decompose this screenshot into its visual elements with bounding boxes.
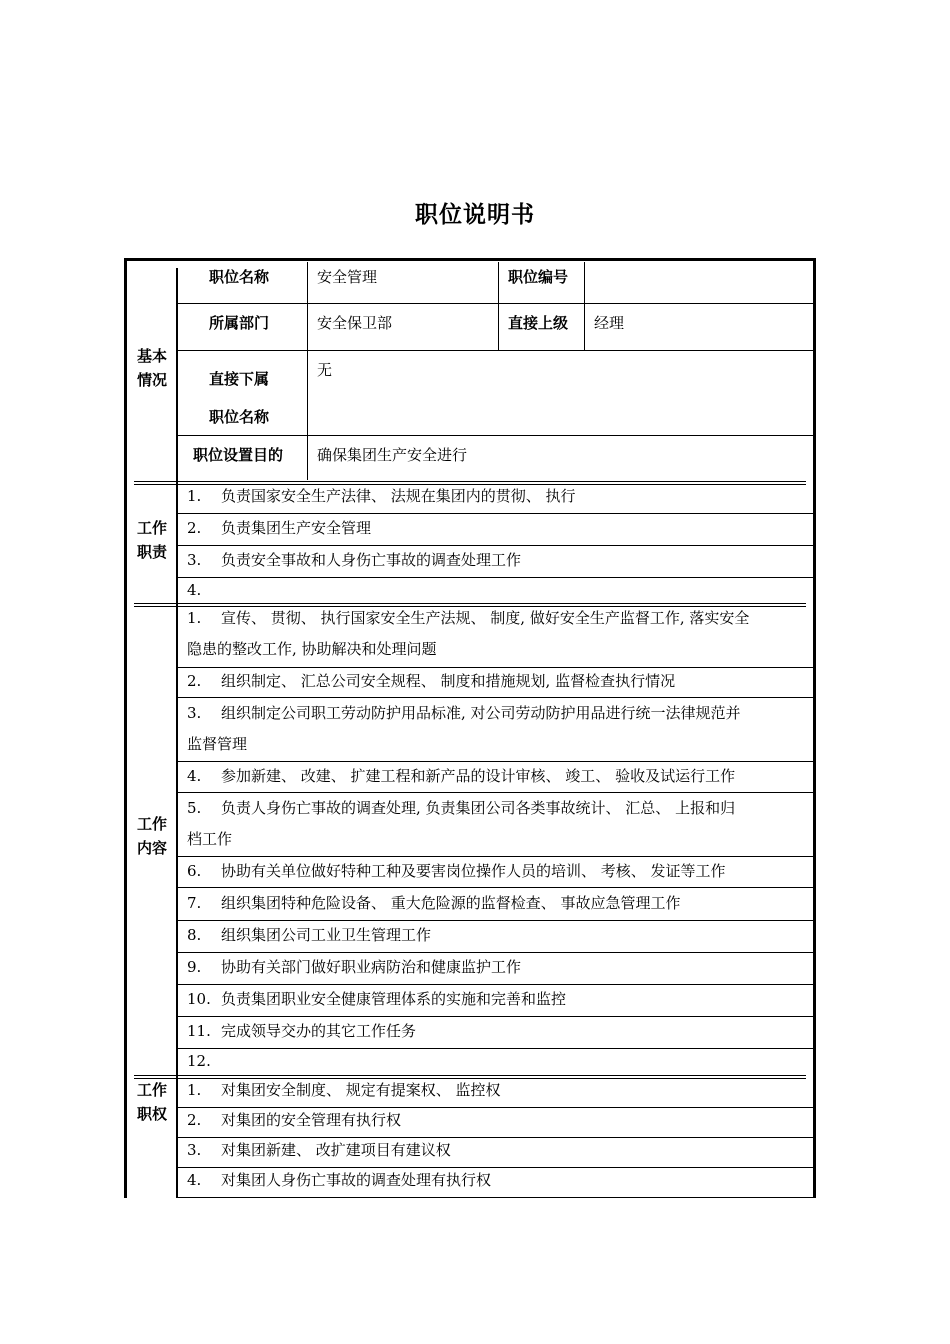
content-item	[187, 603, 807, 665]
section-label-line: 工作	[136, 1081, 167, 1099]
item-number: 1.	[187, 609, 202, 627]
section-label-line: 工作	[136, 519, 167, 537]
item-number: 3.	[187, 1141, 202, 1159]
item-text: 组织集团特种危险设备、 重大危险源的监督检查、 事故应急管理工作	[221, 894, 681, 912]
content-item	[187, 698, 807, 760]
content-section-label	[127, 812, 177, 860]
authority-item	[187, 1135, 807, 1166]
row-line	[177, 1197, 813, 1198]
subordinate-value: 无	[317, 361, 333, 379]
position-name-label: 职位名称	[209, 268, 270, 286]
item-number: 1.	[187, 487, 202, 505]
supervisor-value: 经理	[594, 314, 625, 332]
authority-item	[187, 1075, 807, 1106]
item-number: 2.	[187, 1111, 202, 1129]
item-number: 3.	[187, 551, 202, 569]
item-text: 协助有关单位做好特种工种及要害岗位操作人员的培训、 考核、 发证等工作	[221, 862, 726, 880]
section-label-line: 职责	[136, 543, 167, 561]
duty-item	[187, 575, 807, 606]
content-item	[187, 920, 807, 951]
item-text: 负责集团生产安全管理	[221, 519, 372, 537]
item-number: 2.	[187, 519, 202, 537]
basic-row-line	[177, 435, 813, 436]
basic-col-divider-2	[498, 262, 499, 350]
item-text: 负责集团职业安全健康管理体系的实施和完善和监控	[221, 990, 567, 1008]
content-item	[187, 1046, 807, 1077]
item-text: 协助有关部门做好职业病防治和健康监护工作	[221, 958, 522, 976]
duty-item	[187, 481, 807, 512]
item-text: 负责国家安全生产法律、 法规在集团内的贯彻、 执行	[221, 487, 576, 505]
item-number: 4.	[187, 1171, 202, 1189]
item-number: 5.	[187, 799, 202, 817]
item-number: 6.	[187, 862, 202, 880]
duty-item	[187, 513, 807, 544]
section-label-line: 内容	[136, 839, 167, 857]
content-item	[187, 952, 807, 983]
content-item	[187, 888, 807, 919]
content-item	[187, 856, 807, 887]
purpose-label: 职位设置目的	[193, 446, 284, 464]
item-text: 对集团的安全管理有执行权	[221, 1111, 402, 1129]
label-column-divider	[176, 268, 178, 1198]
authority-item	[187, 1105, 807, 1136]
item-text-continued: 监督管理	[187, 735, 248, 753]
basic-col-divider-1	[307, 262, 308, 480]
item-text: 参加新建、 改建、 扩建工程和新产品的设计审核、 竣工、 验收及试运行工作	[221, 767, 736, 785]
item-text-continued: 档工作	[187, 830, 233, 848]
item-number: 4.	[187, 767, 202, 785]
content-item	[187, 1016, 807, 1047]
item-number: 7.	[187, 894, 202, 912]
basic-col-divider-3	[584, 262, 585, 350]
item-number: 8.	[187, 926, 202, 944]
basic-row-line	[177, 303, 813, 304]
item-text: 负责安全事故和人身伤亡事故的调查处理工作	[221, 551, 522, 569]
item-text-continued: 隐患的整改工作, 协助解决和处理问题	[187, 640, 437, 658]
item-number: 1.	[187, 1081, 202, 1099]
item-number: 2.	[187, 672, 202, 690]
subordinate-label	[209, 360, 269, 436]
item-text: 负责人身伤亡事故的调查处理, 负责集团公司各类事故统计、 汇总、 上报和归	[221, 799, 736, 817]
department-label: 所属部门	[209, 314, 270, 332]
item-number: 12.	[187, 1052, 211, 1070]
item-text: 对集团安全制度、 规定有提案权、 监控权	[221, 1081, 501, 1099]
content-item	[187, 793, 807, 855]
item-text: 对集团新建、 改扩建项目有建议权	[221, 1141, 451, 1159]
duties-section-label	[127, 516, 177, 564]
section-label-line: 基本	[136, 347, 167, 365]
authority-item	[187, 1165, 807, 1196]
basic-section-label	[127, 344, 177, 392]
subordinate-label-line: 职位名称	[209, 408, 270, 426]
content-item	[187, 984, 807, 1015]
position-code-label: 职位编号	[508, 268, 569, 286]
item-number: 9.	[187, 958, 202, 976]
authority-section-label	[127, 1078, 177, 1126]
item-number: 10.	[187, 990, 211, 1008]
item-text: 完成领导交办的其它工作任务	[221, 1022, 417, 1040]
item-number: 11.	[187, 1022, 211, 1040]
section-label-line: 工作	[136, 815, 167, 833]
item-text: 组织制定、 汇总公司安全规程、 制度和措施规划, 监督检查执行情况	[221, 672, 676, 690]
department-value: 安全保卫部	[317, 314, 393, 332]
duty-item	[187, 545, 807, 576]
section-label-line: 情况	[136, 371, 167, 389]
position-name-value: 安全管理	[317, 268, 378, 286]
content-item	[187, 761, 807, 792]
item-text: 组织制定公司职工劳动防护用品标准, 对公司劳动防护用品进行统一法律规范并	[221, 704, 741, 722]
purpose-value: 确保集团生产安全进行	[317, 446, 468, 464]
item-text: 对集团人身伤亡事故的调查处理有执行权	[221, 1171, 492, 1189]
item-number: 4.	[187, 581, 202, 599]
content-item	[187, 666, 807, 697]
subordinate-label-line: 直接下属	[209, 370, 270, 388]
item-text: 宣传、 贯彻、 执行国家安全生产法规、 制度, 做好安全生产监督工作, 落实安全	[221, 609, 750, 627]
section-label-line: 职权	[136, 1105, 167, 1123]
item-number: 3.	[187, 704, 202, 722]
document-title: 职位说明书	[415, 202, 535, 228]
item-text: 组织集团公司工业卫生管理工作	[221, 926, 432, 944]
basic-row-line	[177, 350, 813, 351]
supervisor-label: 直接上级	[508, 314, 569, 332]
